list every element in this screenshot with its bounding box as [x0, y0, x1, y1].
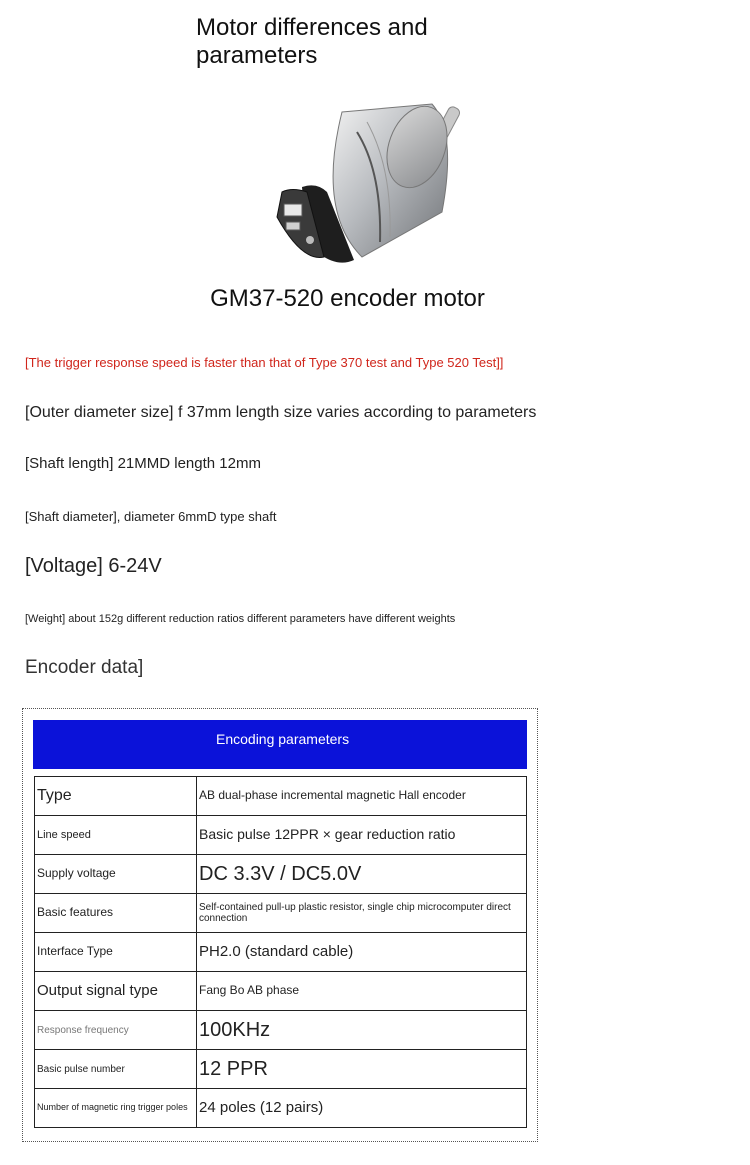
row-label: Basic pulse number: [35, 1050, 197, 1089]
encoder-parameter-table: [34, 776, 527, 1128]
row-value: 100KHz: [197, 1011, 527, 1050]
spec-voltage: [Voltage] 6-24V: [25, 555, 162, 577]
row-value: Basic pulse 12PPR × gear reduction ratio: [197, 816, 527, 855]
motor-image: [262, 92, 472, 272]
row-value: Fang Bo AB phase: [197, 972, 527, 1011]
spec-shaft-length: [Shaft length] 21MMD length 12mm: [25, 455, 261, 472]
table-row: [35, 816, 527, 855]
row-label: Basic features: [35, 894, 197, 933]
spec-shaft-diameter: [Shaft diameter], diameter 6mmD type shaft: [25, 509, 277, 524]
row-value: 24 poles (12 pairs): [197, 1089, 527, 1128]
table-header: [33, 720, 527, 769]
encoder-heading: Encoder data]: [25, 657, 144, 678]
row-value: Self-contained pull-up plastic resistor, single chip microcomputer direct connection: [197, 894, 527, 933]
spec-trigger-response: [The trigger response speed is faster than that of Type 370 test and Type 520 Test]]: [25, 355, 504, 370]
row-label: Type: [35, 777, 197, 816]
row-label: Interface Type: [35, 933, 197, 972]
row-value: 12 PPR: [197, 1050, 527, 1089]
row-label: Supply voltage: [35, 855, 197, 894]
row-label: Output signal type: [35, 972, 197, 1011]
spec-weight: [Weight] about 152g different reduction ratios different parameters have different weights: [25, 613, 456, 625]
table-row: [35, 933, 527, 972]
row-label: Response frequency: [35, 1011, 197, 1050]
table-row: [35, 1011, 527, 1050]
row-label: Line speed: [35, 816, 197, 855]
table-header-label: Encoding parameters: [216, 731, 350, 747]
product-name: GM37-520 encoder motor: [210, 285, 485, 312]
row-value: DC 3.3V / DC5.0V: [197, 855, 527, 894]
spec-outer-diameter: [Outer diameter size] f 37mm length size varies according to parameters: [25, 404, 537, 421]
table-row: [35, 1089, 527, 1128]
table-row: [35, 1050, 527, 1089]
row-label: Number of magnetic ring trigger poles: [35, 1089, 197, 1128]
table-row: [35, 972, 527, 1011]
page-title: Motor differences and parameters: [196, 14, 428, 69]
table-row: [35, 777, 527, 816]
row-value: PH2.0 (standard cable): [197, 933, 527, 972]
table-row: [35, 894, 527, 933]
row-value: AB dual-phase incremental magnetic Hall encoder: [197, 777, 527, 816]
table-row: [35, 855, 527, 894]
